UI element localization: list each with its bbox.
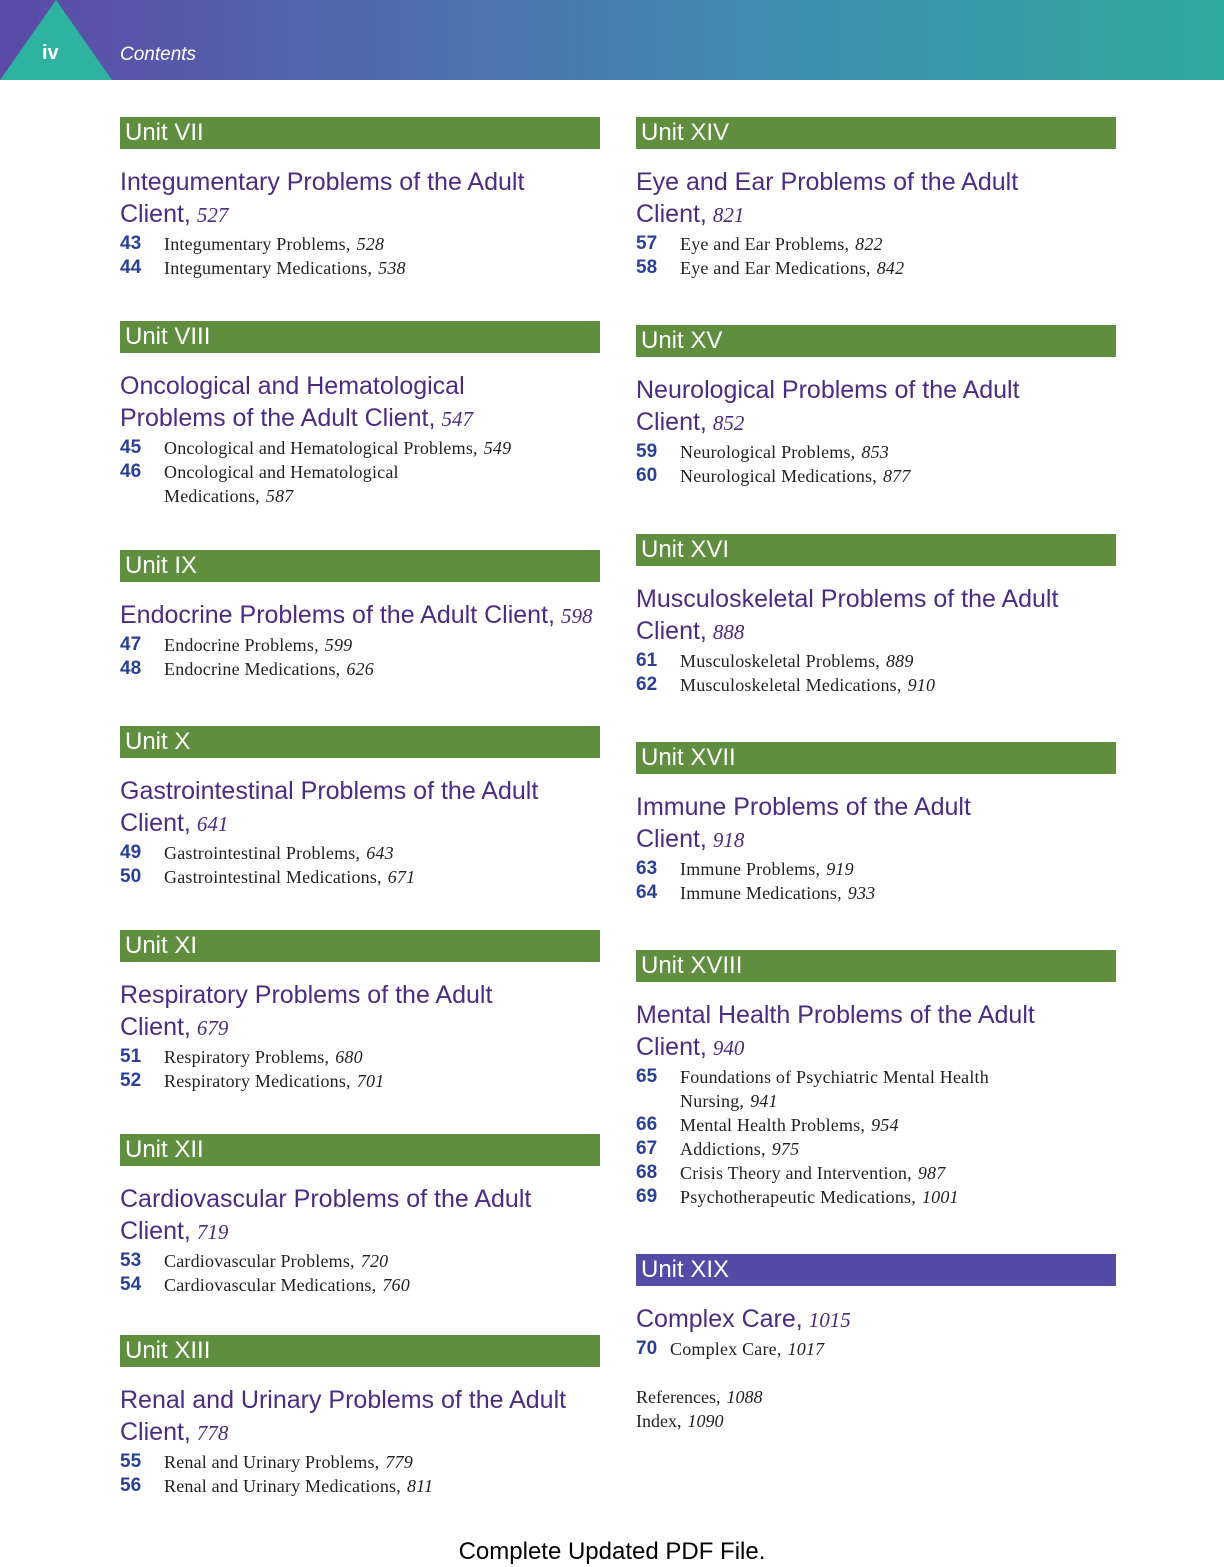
chapter-title: Cardiovascular Problems, xyxy=(164,1251,355,1271)
unit-page: 641 xyxy=(196,812,229,836)
unit-label: Unit VIII xyxy=(120,321,600,353)
chapter-title: Neurological Problems, xyxy=(680,442,856,462)
unit-label: Unit VII xyxy=(120,117,600,149)
unit-label: Unit XIV xyxy=(636,117,1116,149)
chapter-number: 52 xyxy=(120,1070,142,1091)
chapter-number: 51 xyxy=(120,1046,142,1067)
unit-title-text: Respiratory Problems of the Adult Client, xyxy=(120,981,493,1041)
chapter-page: 760 xyxy=(382,1275,410,1295)
chapter-number: 59 xyxy=(636,441,658,462)
chapter-entry[interactable] xyxy=(636,673,1116,697)
chapter-page: 811 xyxy=(406,1476,434,1496)
chapter-title: Gastrointestinal Problems, xyxy=(164,843,361,863)
chapter-page: 933 xyxy=(847,883,876,903)
chapter-entry[interactable] xyxy=(636,857,1116,881)
unit-title-text: Integumentary Problems of the Adult Client, xyxy=(120,168,525,228)
unit-label: Unit XV xyxy=(636,325,1116,357)
chapter-number: 54 xyxy=(120,1274,142,1295)
chapter-entry[interactable] xyxy=(636,256,1116,280)
chapter-title: Endocrine Medications, xyxy=(164,659,341,679)
index-entry[interactable] xyxy=(636,1409,1116,1433)
unit-xix xyxy=(636,1254,1116,1433)
chapter-number: 68 xyxy=(636,1162,658,1183)
unit-label: Unit X xyxy=(120,726,600,758)
unit-page: 778 xyxy=(196,1421,229,1445)
unit-page: 940 xyxy=(712,1036,745,1060)
chapter-page: 680 xyxy=(335,1047,363,1067)
chapter-number: 60 xyxy=(636,465,658,486)
unit-page: 852 xyxy=(712,411,745,435)
chapter-number: 56 xyxy=(120,1475,142,1496)
unit-title-text: Musculoskeletal Problems of the Adult Client, xyxy=(636,585,1059,645)
unit-title[interactable] xyxy=(636,166,1056,231)
chapter-title: Foundations of Psychiatric Mental Health Nursing, xyxy=(680,1067,989,1111)
chapter-entry[interactable] xyxy=(120,1474,600,1498)
chapter-number: 57 xyxy=(636,233,658,254)
chapter-entry[interactable] xyxy=(636,1337,1116,1361)
footer-note: Complete Updated PDF File. xyxy=(458,1538,766,1565)
chapter-title: Eye and Ear Medications, xyxy=(680,258,871,278)
unit-xviii xyxy=(636,950,1116,1254)
unit-title-text: Mental Health Problems of the Adult Client, xyxy=(636,1001,1035,1061)
chapter-title: Immune Problems, xyxy=(680,859,821,879)
unit-title[interactable] xyxy=(120,370,540,435)
references-label: References, xyxy=(636,1387,721,1407)
chapter-page: 919 xyxy=(826,859,854,879)
chapter-title: Immune Medications, xyxy=(680,883,842,903)
unit-title[interactable] xyxy=(636,583,1106,648)
unit-title-text: Eye and Ear Problems of the Adult Client, xyxy=(636,168,1019,228)
chapter-entry[interactable] xyxy=(636,1113,1116,1137)
chapter-number: 64 xyxy=(636,882,658,903)
chapter-title: Musculoskeletal Medications, xyxy=(680,675,902,695)
chapter-title: Respiratory Problems, xyxy=(164,1047,330,1067)
chapter-title: Renal and Urinary Medications, xyxy=(164,1476,401,1496)
chapter-entry[interactable] xyxy=(120,1450,600,1474)
unit-label: Unit XII xyxy=(120,1134,600,1166)
chapter-page: 910 xyxy=(907,675,936,695)
unit-xv xyxy=(636,325,1116,534)
chapter-title: Eye and Ear Problems, xyxy=(680,234,850,254)
index-page: 1090 xyxy=(687,1411,724,1431)
unit-title-text: Renal and Urinary Problems of the Adult Client, xyxy=(120,1386,567,1446)
unit-ix xyxy=(120,550,600,726)
chapter-page: 549 xyxy=(483,438,512,458)
chapter-entry[interactable] xyxy=(636,232,1116,256)
chapter-title: Integumentary Medications, xyxy=(164,258,373,278)
chapter-entry[interactable] xyxy=(120,1273,600,1297)
unit-title[interactable] xyxy=(120,599,600,632)
chapter-page: 941 xyxy=(750,1091,778,1111)
chapter-title: Cardiovascular Medications, xyxy=(164,1275,377,1295)
unit-label: Unit XVIII xyxy=(636,950,1116,982)
chapter-title: Oncological and Hematological Problems, xyxy=(164,438,478,458)
chapter-number: 67 xyxy=(636,1138,658,1159)
chapter-number: 48 xyxy=(120,658,142,679)
chapter-number: 50 xyxy=(120,866,142,887)
chapter-title: Renal and Urinary Problems, xyxy=(164,1452,380,1472)
chapter-entry[interactable] xyxy=(120,1045,600,1069)
unit-title[interactable] xyxy=(120,166,560,231)
unit-title[interactable] xyxy=(636,374,1066,439)
chapter-number: 45 xyxy=(120,437,142,458)
chapter-number: 70 xyxy=(636,1338,658,1359)
chapter-entry[interactable] xyxy=(120,460,600,508)
chapter-title: Mental Health Problems, xyxy=(680,1115,866,1135)
chapter-entry[interactable] xyxy=(636,1161,1116,1185)
chapter-title: Integumentary Problems, xyxy=(164,234,351,254)
unit-page: 821 xyxy=(712,203,745,227)
chapter-title: Respiratory Medications, xyxy=(164,1071,351,1091)
chapter-number: 62 xyxy=(636,674,658,695)
unit-page: 1015 xyxy=(808,1308,851,1332)
chapter-page: 626 xyxy=(346,659,374,679)
unit-page: 598 xyxy=(560,604,593,628)
unit-label: Unit XIX xyxy=(636,1254,1116,1286)
back-matter xyxy=(636,1385,1116,1433)
unit-title[interactable] xyxy=(636,791,1016,856)
chapter-page: 528 xyxy=(356,234,385,254)
chapter-title: Complex Care, xyxy=(670,1339,782,1359)
unit-xiv xyxy=(636,117,1116,325)
chapter-title: Endocrine Problems, xyxy=(164,635,319,655)
chapter-entry[interactable] xyxy=(636,649,1116,673)
unit-page: 888 xyxy=(712,620,745,644)
unit-xi xyxy=(120,930,600,1134)
chapter-entry[interactable] xyxy=(636,464,1116,488)
unit-title-text: Immune Problems of the Adult Client, xyxy=(636,793,971,853)
chapter-page: 877 xyxy=(882,466,911,486)
index-label: Index, xyxy=(636,1411,682,1431)
unit-title[interactable] xyxy=(120,775,580,840)
unit-title[interactable] xyxy=(636,1303,1116,1336)
chapter-page: 643 xyxy=(366,843,394,863)
unit-page: 547 xyxy=(441,407,473,431)
unit-page: 527 xyxy=(196,203,229,227)
chapter-page: 538 xyxy=(378,258,406,278)
page-header xyxy=(0,0,1224,80)
chapter-number: 61 xyxy=(636,650,658,671)
chapter-title: Psychotherapeutic Medications, xyxy=(680,1187,916,1207)
chapter-page: 1001 xyxy=(921,1187,959,1207)
chapter-title: Crisis Theory and Intervention, xyxy=(680,1163,912,1183)
chapter-entry[interactable] xyxy=(120,633,600,657)
chapter-page: 587 xyxy=(265,486,294,506)
unit-label: Unit XIII xyxy=(120,1335,600,1367)
unit-label: Unit IX xyxy=(120,550,600,582)
chapter-title: Gastrointestinal Medications, xyxy=(164,867,382,887)
unit-xiii xyxy=(120,1335,600,1498)
chapter-entry[interactable] xyxy=(636,440,1116,464)
chapter-title: Addictions, xyxy=(680,1139,766,1159)
chapter-page: 975 xyxy=(771,1139,800,1159)
chapter-number: 53 xyxy=(120,1250,142,1271)
unit-title-text: Oncological and Hematological Problems of the Adult Client, xyxy=(120,372,465,432)
unit-viii xyxy=(120,321,600,550)
unit-x xyxy=(120,726,600,930)
chapter-page: 954 xyxy=(871,1115,899,1135)
left-column xyxy=(120,117,600,1498)
unit-title[interactable] xyxy=(636,999,1086,1064)
chapter-page: 889 xyxy=(885,651,914,671)
chapter-page: 822 xyxy=(855,234,883,254)
references-entry[interactable] xyxy=(636,1385,1116,1409)
unit-label: Unit XVI xyxy=(636,534,1116,566)
unit-page: 679 xyxy=(196,1016,229,1040)
header-title: Contents xyxy=(120,44,197,65)
unit-page: 918 xyxy=(712,828,745,852)
chapter-number: 65 xyxy=(636,1066,658,1087)
unit-title[interactable] xyxy=(120,1183,570,1248)
unit-label: Unit XI xyxy=(120,930,600,962)
unit-title-text: Endocrine Problems of the Adult Client, xyxy=(120,601,555,629)
right-column xyxy=(636,117,1116,1433)
unit-xvi xyxy=(636,534,1116,742)
chapter-number: 58 xyxy=(636,257,658,278)
chapter-entry[interactable] xyxy=(636,881,1116,905)
chapter-page: 671 xyxy=(387,867,416,887)
chapter-entry[interactable] xyxy=(636,1137,1116,1161)
chapter-number: 63 xyxy=(636,858,658,879)
chapter-page: 853 xyxy=(861,442,889,462)
chapter-entry[interactable] xyxy=(120,256,600,280)
references-page: 1088 xyxy=(726,1387,763,1407)
chapter-entry[interactable] xyxy=(120,657,600,681)
unit-title-text: Neurological Problems of the Adult Client, xyxy=(636,376,1020,436)
unit-label: Unit XVII xyxy=(636,742,1116,774)
header-page-number: iv xyxy=(42,42,59,64)
chapter-page: 779 xyxy=(385,1452,413,1472)
unit-title-text: Complex Care, xyxy=(636,1305,803,1333)
unit-title[interactable] xyxy=(120,1384,600,1449)
chapter-number: 44 xyxy=(120,257,142,278)
chapter-entry[interactable] xyxy=(120,1069,600,1093)
chapter-entry[interactable] xyxy=(636,1185,1116,1209)
chapter-page: 987 xyxy=(917,1163,946,1183)
chapter-number: 55 xyxy=(120,1451,142,1472)
chapter-page: 599 xyxy=(324,635,353,655)
chapter-number: 46 xyxy=(120,461,142,482)
chapter-page: 720 xyxy=(360,1251,389,1271)
unit-title[interactable] xyxy=(120,979,530,1044)
chapter-entry[interactable] xyxy=(120,865,600,889)
chapter-title: Neurological Medications, xyxy=(680,466,877,486)
chapter-title: Oncological and Hematological Medications, xyxy=(164,462,399,506)
chapter-entry[interactable] xyxy=(120,232,600,256)
chapter-page: 1017 xyxy=(787,1339,825,1359)
unit-page: 719 xyxy=(196,1220,229,1244)
chapter-entry[interactable] xyxy=(120,436,600,460)
unit-title-text: Cardiovascular Problems of the Adult Client, xyxy=(120,1185,532,1245)
chapter-number: 47 xyxy=(120,634,142,655)
chapter-page: 701 xyxy=(356,1071,385,1091)
chapter-page: 842 xyxy=(876,258,905,278)
unit-xii xyxy=(120,1134,600,1335)
chapter-entry[interactable] xyxy=(636,1065,1116,1113)
chapter-entry[interactable] xyxy=(120,1249,600,1273)
chapter-entry[interactable] xyxy=(120,841,600,865)
chapter-number: 69 xyxy=(636,1186,658,1207)
header-triangle xyxy=(0,0,112,80)
chapter-number: 49 xyxy=(120,842,142,863)
chapter-number: 43 xyxy=(120,233,142,254)
chapter-number: 66 xyxy=(636,1114,658,1135)
unit-xvii xyxy=(636,742,1116,950)
unit-title-text: Gastrointestinal Problems of the Adult Client, xyxy=(120,777,539,837)
chapter-title: Musculoskeletal Problems, xyxy=(680,651,880,671)
unit-vii xyxy=(120,117,600,321)
